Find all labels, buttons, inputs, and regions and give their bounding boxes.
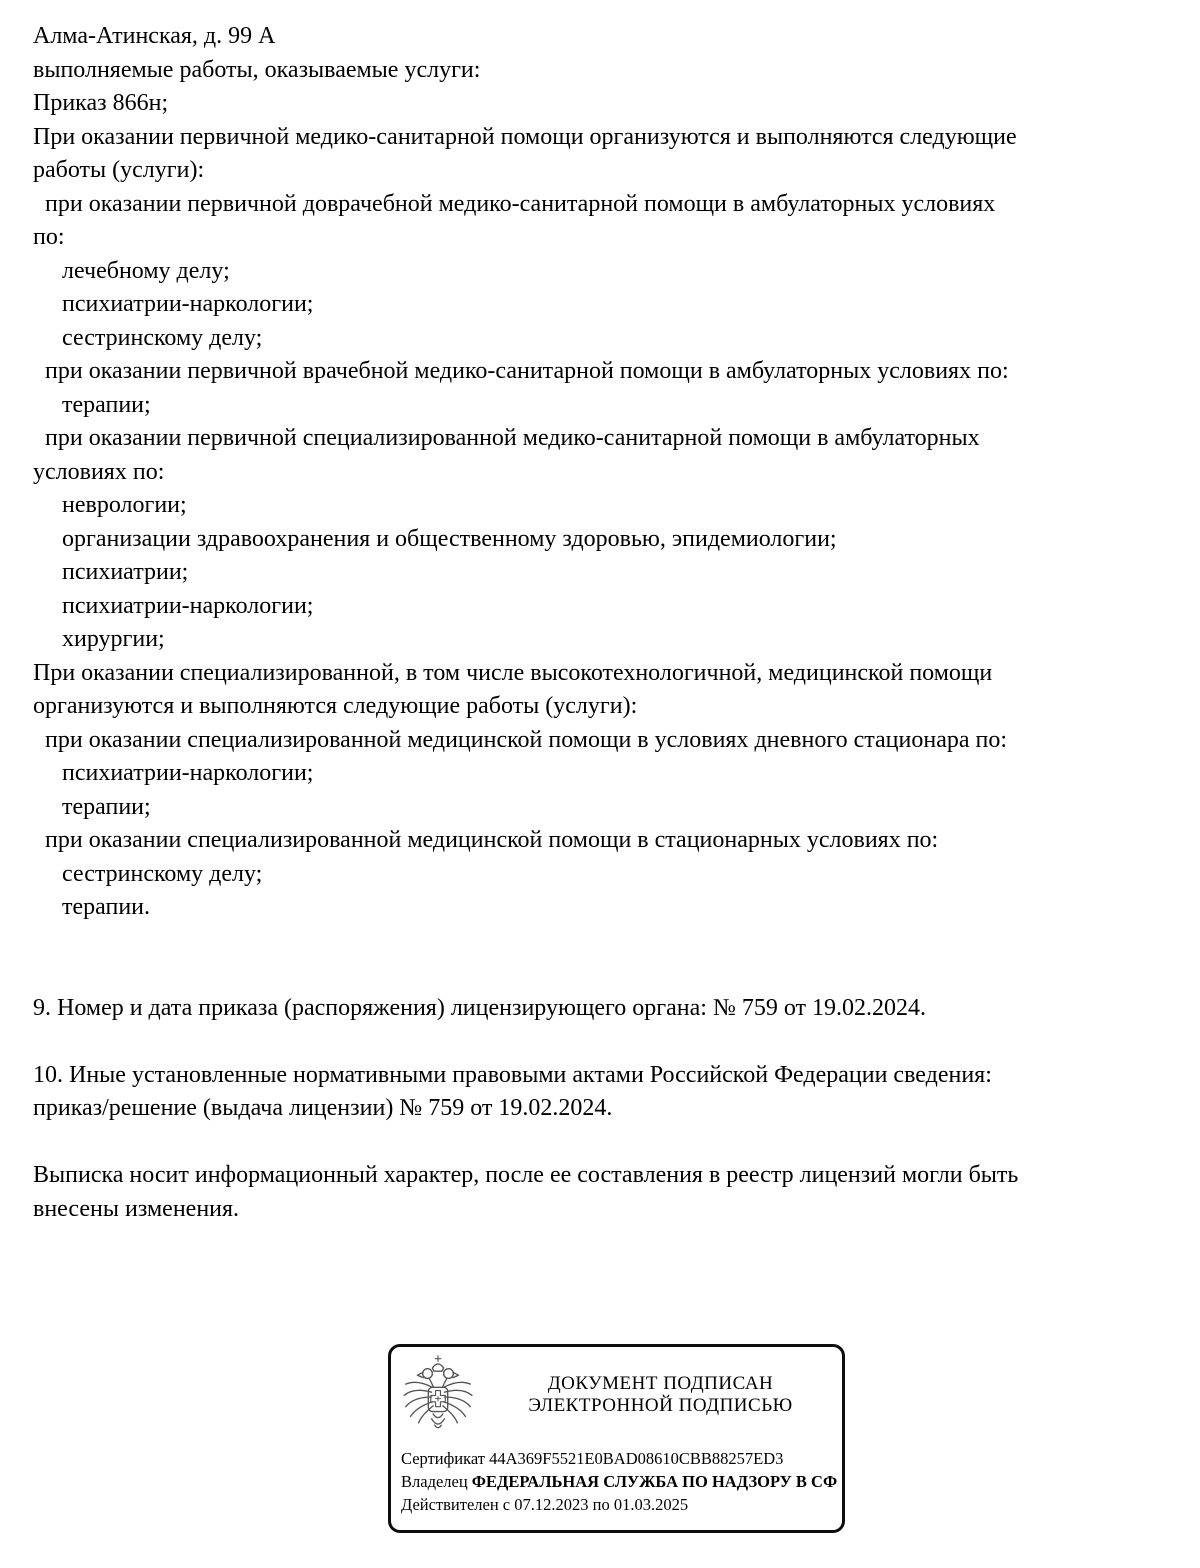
text-line: по:	[33, 224, 65, 250]
text-line: Выписка носит информационный характер, после ее составления в реестр лицензий могли быть	[33, 1162, 1019, 1188]
text-line: внесены изменения.	[33, 1195, 240, 1222]
stamp-title	[483, 1373, 838, 1417]
text-line	[33, 1126, 1193, 1160]
certificate-label: Сертификат	[401, 1449, 485, 1468]
text-line: лечебному делу;	[62, 257, 230, 284]
text-line: При оказании специализированной, в том числе высокотехнологичной, медицинской помощи	[33, 659, 993, 686]
signature-stamp	[388, 1344, 845, 1533]
roszdravnadzor-emblem-icon	[402, 1355, 474, 1439]
text-line: организуются и выполняются следующие работы (услуги):	[33, 693, 638, 719]
document-text	[33, 20, 1193, 1226]
text-line: условиях по:	[33, 458, 165, 485]
text-line: Алма-Атинская, д. 99 А	[33, 23, 276, 49]
text-line: Приказ 866н;	[33, 90, 169, 116]
text-line: При оказании первичной медико-санитарной помощи организуются и выполняются следующие	[33, 123, 1017, 150]
text-line: сестринскому делу;	[62, 324, 263, 351]
certificate-line	[401, 1447, 842, 1470]
text-line: работы (услуги):	[33, 157, 205, 183]
text-line: при оказании специализированной медицинской помощи в стационарных условиях по:	[45, 827, 939, 853]
owner-line	[401, 1470, 842, 1493]
text-line: 9. Номер и дата приказа (распоряжения) лицензирующего органа: № 759 от 19.02.2024.	[33, 994, 927, 1021]
text-line: психиатрии-наркологии;	[62, 592, 314, 619]
text-line: при оказании первичной врачебной медико-санитарной помощи в амбулаторных условиях по:	[45, 358, 1009, 384]
text-line: выполняемые работы, оказываемые услуги:	[33, 56, 481, 83]
text-line: организации здравоохранения и общественному здоровью, эпидемиологии;	[62, 525, 837, 552]
text-line	[33, 925, 1193, 959]
text-line: терапии.	[62, 894, 151, 920]
owner-value: ФЕДЕРАЛЬНАЯ СЛУЖБА ПО НАДЗОРУ В СФ	[471, 1472, 838, 1491]
certificate-value: 44A369F5521E0BAD08610CBB88257ED3	[489, 1449, 784, 1468]
stamp-title-line1: ДОКУМЕНТ ПОДПИСАН	[547, 1373, 774, 1394]
text-line: приказ/решение (выдача лицензии) № 759 от 19.02.2024.	[33, 1095, 613, 1121]
stamp-title-line2: ЭЛЕКТРОННОЙ ПОДПИСЬЮ	[528, 1395, 793, 1416]
stamp-details	[401, 1447, 842, 1516]
text-line	[33, 958, 1193, 992]
text-line: неврологии;	[62, 492, 187, 518]
text-line: психиатрии;	[62, 559, 189, 585]
text-line: психиатрии-наркологии;	[62, 291, 314, 317]
text-line: 10. Иные установленные нормативными правовыми актами Российской Федерации сведения:	[33, 1061, 992, 1088]
text-line: при оказании первичной доврачебной медико-санитарной помощи в амбулаторных условиях	[45, 190, 996, 217]
owner-label: Владелец	[401, 1472, 468, 1491]
text-line: терапии;	[62, 391, 151, 418]
text-line: психиатрии-наркологии;	[62, 760, 314, 786]
text-line: сестринскому делу;	[62, 860, 263, 887]
text-line: хирургии;	[62, 626, 165, 652]
text-line: терапии;	[62, 793, 151, 820]
text-line: при оказании специализированной медицинской помощи в условиях дневного стационара по:	[45, 726, 1008, 753]
validity-text: Действителен с 07.12.2023 по 01.03.2025	[401, 1495, 689, 1514]
validity-line	[401, 1493, 842, 1516]
text-line: при оказании первичной специализированной медико-санитарной помощи в амбулаторных	[45, 425, 980, 451]
text-line	[33, 1025, 1193, 1059]
